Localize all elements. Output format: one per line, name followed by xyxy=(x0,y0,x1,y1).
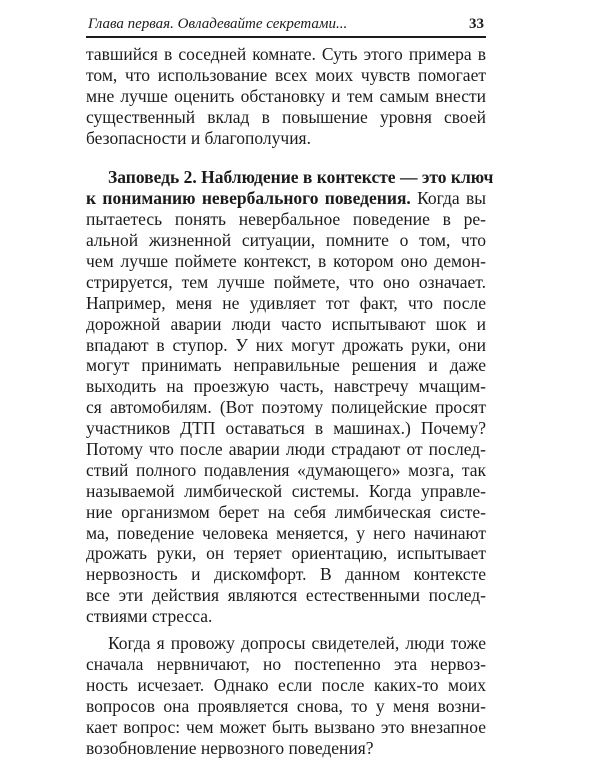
text-line: Когда я провожу допросы свидетелей, люди тоже xyxy=(86,633,486,654)
text-line: впадают в ступор. У них могут дрожать руки, они xyxy=(86,335,486,356)
text-line: ствий полного подавления «думающего» мозга, так xyxy=(86,460,486,481)
text-line xyxy=(86,188,486,209)
paragraph-2 xyxy=(86,167,486,627)
text-line: могут принимать неправильные решения и даже xyxy=(86,355,486,376)
text-line: Потому что после аварии люди страдают от послед- xyxy=(86,439,486,460)
text-line: пытаетесь понять невербальное поведение в ре- xyxy=(86,209,486,230)
text-line: участников ДТП оставаться в машинах.) Почему? xyxy=(86,418,486,439)
commandment-heading-end: к пониманию невербального поведения. xyxy=(86,188,411,208)
text-line: дрожать руки, он теряет ориентацию, испытывает xyxy=(86,543,486,564)
text-line: называемой лимбической системы. Когда управле- xyxy=(86,481,486,502)
paragraph-1 xyxy=(86,44,486,148)
text-line: ма, поведение человека меняется, у него начинают xyxy=(86,523,486,544)
text-line: мне лучше оценить обстановку и тем самым внести xyxy=(86,86,486,107)
text-line: вопросов она проявляется снова, то у меня возни- xyxy=(86,696,486,717)
text-line: ся автомобилям. (Вот поэтому полицейские просят xyxy=(86,397,486,418)
running-header xyxy=(86,14,486,38)
text-line: чем лучше поймете контекст, в котором оно демон- xyxy=(86,251,486,272)
text-line: тавшийся в соседней комнате. Суть этого примера в xyxy=(86,44,486,65)
text-line: кает вопрос: чем может быть вызвано это внезапное xyxy=(86,717,486,738)
text-line: стрируется, тем лучше поймете, что оно означает. xyxy=(86,272,486,293)
text-line: существенный вклад в повышение уровня своей xyxy=(86,107,486,128)
paragraph-gap xyxy=(86,148,486,167)
page-body xyxy=(86,44,486,758)
text-line: сначала нервничают, но постепенно эта нервоз- xyxy=(86,654,486,675)
text-line: все эти действия являются естественными послед- xyxy=(86,585,486,606)
text-line: нервозность и дискомфорт. В данном контексте xyxy=(86,564,486,585)
text-line: альной жизненной ситуации, помните о том, что xyxy=(86,230,486,251)
text-line: возобновление нервозного поведения? xyxy=(86,738,486,758)
text-line: Например, меня не удивляет тот факт, что после xyxy=(86,293,486,314)
text-fragment: Когда вы xyxy=(411,188,486,208)
text-line: том, что использование всех моих чувств помогает xyxy=(86,65,486,86)
running-title: Глава первая. Овладевайте секретами... xyxy=(88,16,347,33)
commandment-heading-line: Заповедь 2. Наблюдение в контексте — это ключ xyxy=(86,167,486,188)
text-line: безопасности и благополучия. xyxy=(86,128,486,149)
page-number: 33 xyxy=(469,16,484,33)
text-line: ние организмом берет на себя лимбическая систе- xyxy=(86,502,486,523)
text-line: дорожной аварии люди часто испытывают шок и xyxy=(86,314,486,335)
text-line: ность исчезает. Однако если после каких-то моих xyxy=(86,675,486,696)
text-line: выходить на проезжую часть, навстречу мчащим- xyxy=(86,376,486,397)
text-line: ствиями стресса. xyxy=(86,606,486,627)
paragraph-3 xyxy=(86,633,486,758)
